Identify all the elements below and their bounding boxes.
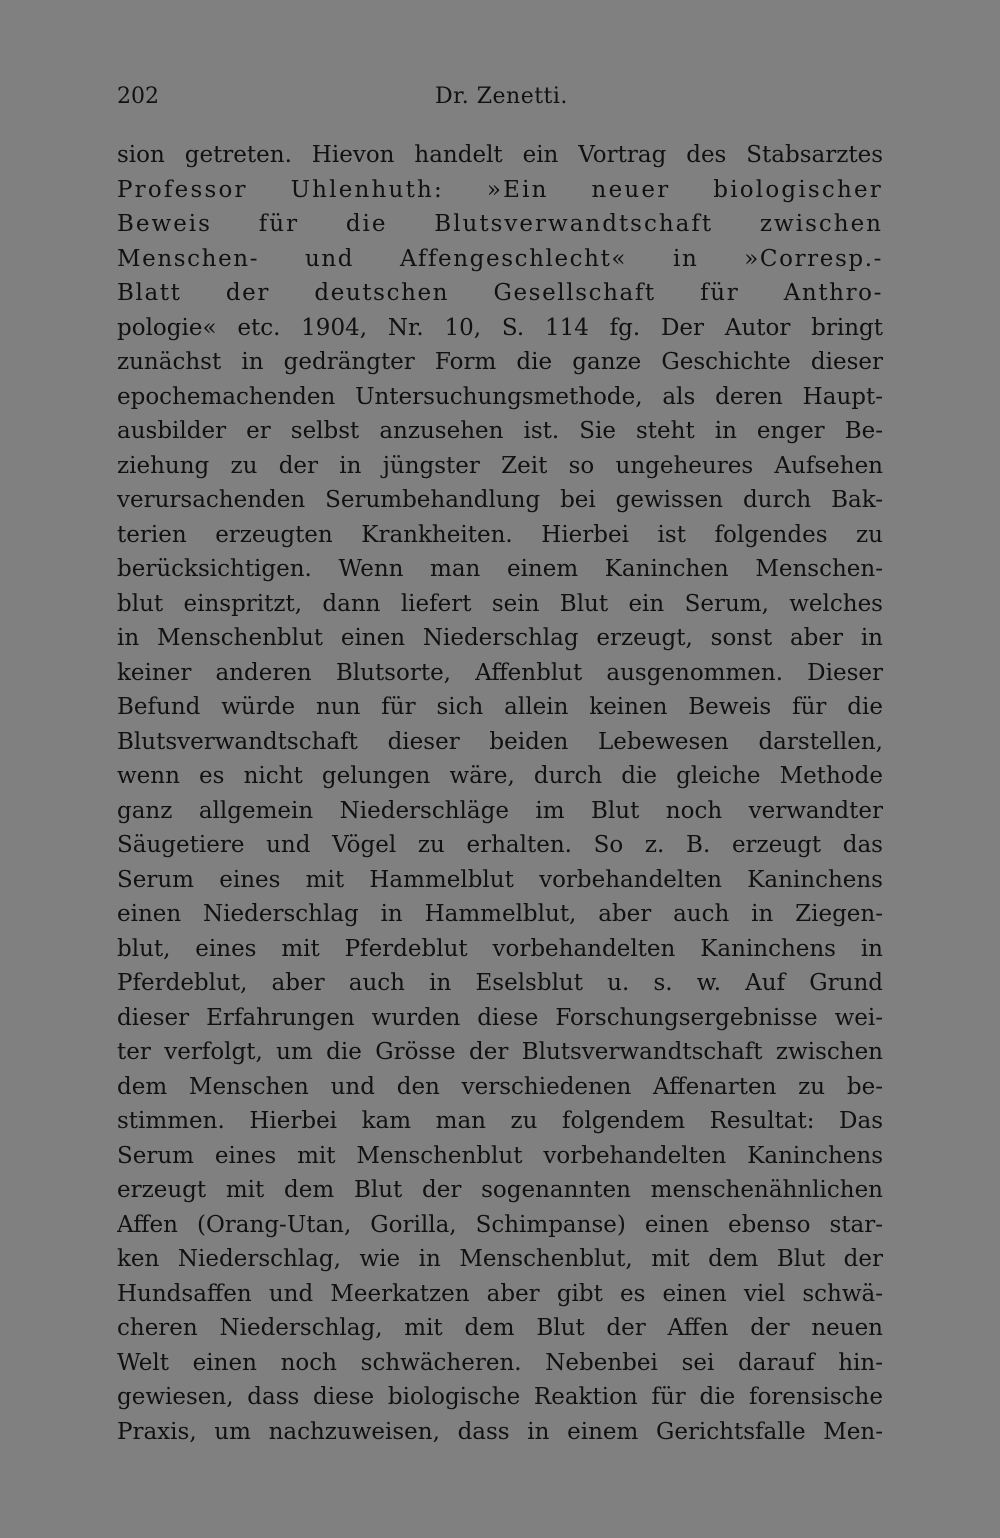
text-line: ken Niederschlag, wie in Menschenblut, mit dem Blut der <box>117 1246 883 1272</box>
text-line: Welt einen noch schwächeren. Nebenbei sei darauf hin- <box>117 1349 883 1376</box>
text-line: berücksichtigen. Wenn man einem Kaninchen Menschen- <box>117 556 883 582</box>
text-line: epochemachenden Untersuchungsmethode, als deren Haupt- <box>117 383 883 410</box>
text-line: ter verfolgt, um die Grösse der Blutsverwandtschaft zwischen <box>117 1039 883 1065</box>
text-line: dieser Erfahrungen wurden diese Forschungsergebnisse wei- <box>117 1004 883 1031</box>
text-line: verursachenden Serumbehandlung bei gewissen durch Bak- <box>117 487 883 513</box>
text-line: pologie« etc. 1904, Nr. 10, S. 114 fg. Der Autor bringt <box>117 314 883 341</box>
text-line: erzeugt mit dem Blut der sogenannten menschenähnlichen <box>117 1177 883 1203</box>
text-line: blut einspritzt, dann liefert sein Blut ein Serum, welches <box>117 590 883 617</box>
text-line: Blutsverwandtschaft dieser beiden Lebewesen darstellen, <box>117 728 883 755</box>
text-line: gewiesen, dass diese biologische Reaktion für die forensische <box>117 1384 883 1410</box>
text-line: einen Niederschlag in Hammelblut, aber auch in Ziegen- <box>117 901 883 927</box>
text-line: Praxis, um nachzuweisen, dass in einem Gerichtsfalle Men- <box>117 1418 883 1445</box>
text-line: cheren Niederschlag, mit dem Blut der Affen der neuen <box>117 1315 883 1341</box>
text-line: keiner anderen Blutsorte, Affenblut ausgenommen. Dieser <box>117 659 883 686</box>
text-line: ziehung zu der in jüngster Zeit so ungeheures Aufsehen <box>117 452 883 479</box>
text-line: Serum eines mit Hammelblut vorbehandelten Kaninchens <box>117 866 883 893</box>
running-head: Dr. Zenetti. <box>435 84 568 109</box>
text-line: Serum eines mit Menschenblut vorbehandelten Kaninchens <box>117 1142 883 1169</box>
page-number: 202 <box>117 84 159 109</box>
text-line: Hundsaffen und Meerkatzen aber gibt es einen viel schwä- <box>117 1280 883 1307</box>
text-line: ausbilder er selbst anzusehen ist. Sie steht in enger Be- <box>117 418 883 444</box>
body-text <box>117 138 883 1449</box>
text-line: Affen (Orang-Utan, Gorilla, Schimpanse) einen ebenso star- <box>117 1211 883 1238</box>
page-header <box>117 84 883 118</box>
text-line: zunächst in gedrängter Form die ganze Geschichte dieser <box>117 349 883 375</box>
text-line: Blatt der deutschen Gesellschaft für Anthro- <box>117 280 883 306</box>
text-line: blut, eines mit Pferdeblut vorbehandelten Kaninchens in <box>117 935 883 962</box>
text-line: Professor Uhlenhuth: »Ein neuer biologischer <box>117 176 883 203</box>
text-line: Befund würde nun für sich allein keinen Beweis für die <box>117 694 883 720</box>
text-line: wenn es nicht gelungen wäre, durch die gleiche Methode <box>117 763 883 789</box>
text-line: in Menschenblut einen Niederschlag erzeugt, sonst aber in <box>117 625 883 651</box>
text-line: Beweis für die Blutsverwandtschaft zwischen <box>117 211 883 237</box>
text-line: Menschen- und Affengeschlecht« in »Corresp.- <box>117 245 883 272</box>
text-line: Pferdeblut, aber auch in Eselsblut u. s. w. Auf Grund <box>117 970 883 996</box>
text-line: ganz allgemein Niederschläge im Blut noch verwandter <box>117 797 883 824</box>
text-line: stimmen. Hierbei kam man zu folgendem Resultat: Das <box>117 1108 883 1134</box>
text-line: terien erzeugten Krankheiten. Hierbei ist folgendes zu <box>117 521 883 548</box>
text-line: dem Menschen und den verschiedenen Affenarten zu be- <box>117 1073 883 1100</box>
text-line: sion getreten. Hievon handelt ein Vortrag des Stabsarztes <box>117 142 883 168</box>
text-line: Säugetiere und Vögel zu erhalten. So z. B. erzeugt das <box>117 832 883 858</box>
